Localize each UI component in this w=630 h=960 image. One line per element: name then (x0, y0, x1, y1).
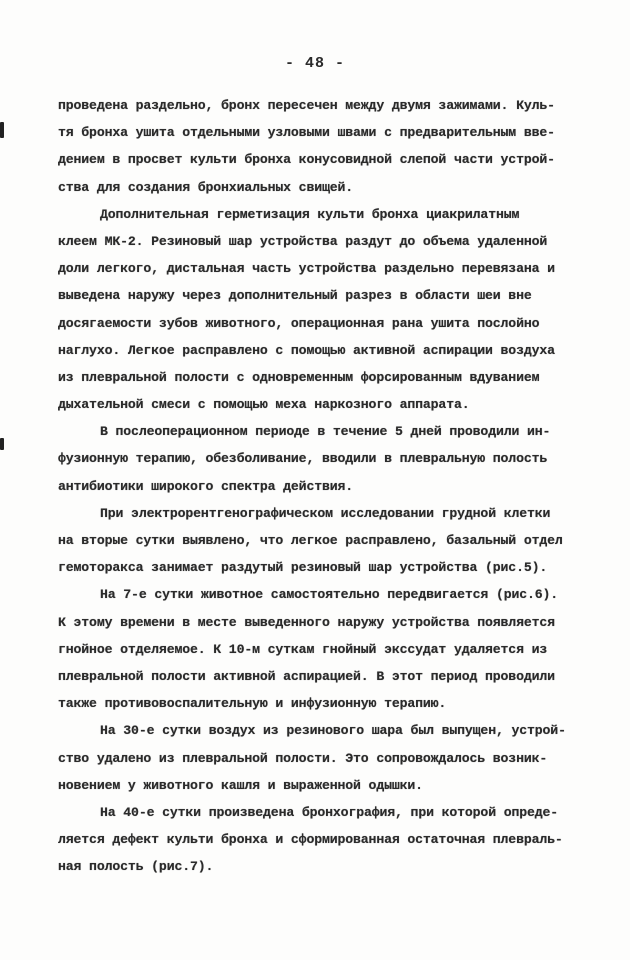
text-line: На 30-е сутки воздух из резинового шара был выпущен, устрой- (100, 723, 566, 739)
text-line: Дополнительная герметизация культи бронха циакрилатным (100, 206, 520, 222)
text-line: гнойное отделяемое. К 10-м суткам гнойный экссудат удаляется из (58, 641, 548, 657)
binding-mark-top (0, 122, 4, 138)
text-line: клеем МК-2. Резиновый шар устройства раздут до объема удаленной (58, 233, 548, 249)
page-number: - 48 - (284, 55, 345, 72)
text-line: также противовоспалительную и инфузионную терапию. (58, 696, 447, 712)
text-line: ная полость (рис.7). (58, 859, 214, 875)
text-line: плевральной полости активной аспирацией. В этот период проводили (58, 668, 555, 684)
text-line: новением у животного кашля и выраженной одышки. (58, 777, 423, 793)
text-line: При электрорентгенографическом исследовании грудной клетки (100, 505, 551, 521)
text-line: выведена наружу через дополнительный разрез в области шеи вне (58, 288, 532, 304)
text-line: дением в просвет культи бронха конусовидной слепой части устрой- (58, 152, 555, 168)
text-line: на вторые сутки выявлено, что легкое расправлено, базальный отдел (58, 533, 563, 548)
text-line: гемоторакса занимает раздутый резиновый шар устройства (рис.5). (58, 560, 548, 576)
text-line: досягаемости зубов животного, операционная рана ушита послойно (58, 315, 540, 331)
text-line: В послеоперационном периоде в течение 5 дней проводили ин- (100, 424, 551, 440)
text-line: ства для создания бронхиальных свищей. (58, 179, 354, 195)
text-line: наглухо. Легкое расправлено с помощью активной аспирации воздуха (58, 342, 555, 358)
text-line: ляется дефект культи бронха и сформированная остаточная плевраль- (58, 832, 563, 848)
text-line: проведена раздельно, бронх пересечен между двумя зажимами. Куль- (58, 98, 555, 113)
text-line: фузионную терапию, обезболивание, вводили в плевральную полость (58, 451, 548, 467)
text-line: доли легкого, дистальная часть устройства раздельно перевязана и (58, 261, 555, 277)
text-line: ство удалено из плевральной полости. Это сопровождалось возник- (58, 750, 548, 766)
text-line: К этому времени в месте выведенного наружу устройства появляется (58, 614, 555, 630)
text-line: На 40-е сутки произведена бронхография, при которой опреде- (100, 804, 559, 820)
text-line: тя бронха ушита отдельными узловыми швами с предварительным вве- (58, 125, 555, 141)
text-line: На 7-е сутки животное самостоятельно передвигается (рис.6). (100, 587, 559, 603)
text-line: антибиотики широкого спектра действия. (58, 478, 354, 494)
body-text (58, 92, 610, 880)
text-line: дыхательной смеси с помощью меха наркозного аппарата. (58, 397, 470, 413)
text-line: из плевральной полости с одновременным форсированным вдуванием (58, 369, 540, 385)
binding-mark-bottom (0, 438, 4, 450)
